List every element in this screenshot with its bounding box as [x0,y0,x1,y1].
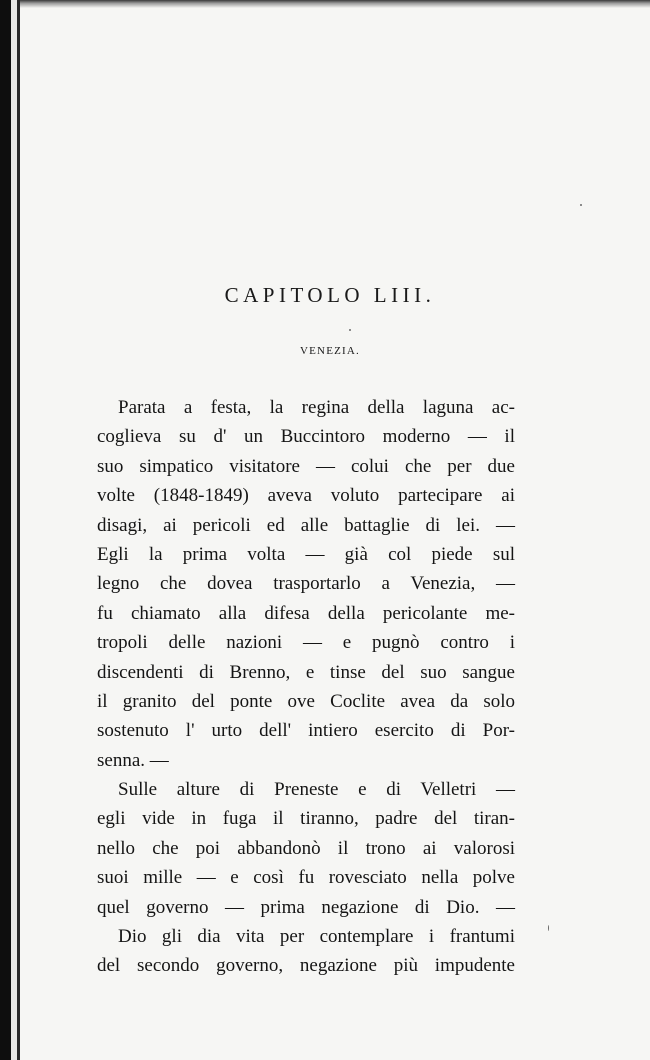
body-text [97,393,515,981]
text-line: tropoli delle nazioni — e pugnò contro i [97,632,515,654]
text-line: Sulle alture di Preneste e di Velletri — [118,779,515,801]
text-line: disagi, ai pericoli ed alle battaglie di lei. — [97,514,515,536]
text-line: Parata a festa, la regina della laguna ac- [118,397,515,418]
chapter-subheading: VENEZIA. [299,345,360,357]
page-left-edge [17,0,20,1060]
print-speck [580,204,582,206]
text-line: Dio gli dia vita per contemplare i frantumi [118,926,515,948]
text-line: Egli la prima volta — già col piede sul [97,543,515,565]
text-line: coglieva su d' un Buccintoro moderno — il [97,426,515,448]
print-speck [548,925,549,931]
text-line: volte (1848-1849) aveva voluto partecipare ai [97,485,515,507]
text-line: suo simpatico visitatore — colui che per due [97,455,515,477]
text-line: legno che dovea trasportarlo a Venezia, — [97,573,515,595]
text-line: il granito del ponte ove Coclite avea da solo [97,690,515,712]
page-top-edge [0,0,650,8]
text-line: senna. — [97,749,169,771]
chapter-heading: CAPITOLO LIII. [224,283,436,307]
text-line: del secondo governo, negazione più impudente [97,955,515,977]
binding-shadow [0,0,11,1060]
text-line: sostenuto l' urto dell' intiero esercito di Por- [97,720,515,742]
text-line: egli vide in fuga il tiranno, padre del tiran- [97,808,515,830]
text-line: quel governo — prima negazione di Dio. — [97,896,515,918]
print-speck [349,329,351,331]
text-line: discendenti di Brenno, e tinse del suo sangue [97,661,515,683]
text-line: suoi mille — e così fu rovesciato nella polve [97,867,515,889]
text-line: fu chiamato alla difesa della pericolante me- [97,602,515,624]
text-line: nello che poi abbandonò il trono ai valorosi [97,837,515,859]
